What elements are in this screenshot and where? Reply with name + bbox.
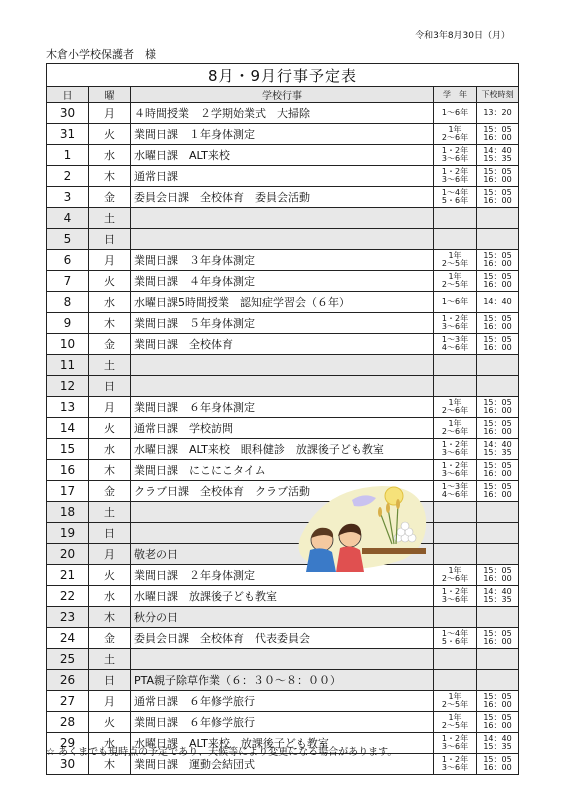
weekday-cell: 金 [89,628,131,649]
weekday-cell: 水 [89,733,131,754]
weekday-cell: 土 [89,502,131,523]
dismissal-time-cell [477,208,519,229]
grade-line: 1年 [448,419,462,428]
grade-cell [434,334,477,355]
table-row [47,313,519,334]
time-line: 16：00 [483,343,512,352]
day-cell: 14 [47,418,89,439]
weekday-cell: 火 [89,418,131,439]
time-line: 16：00 [483,322,512,331]
time-line: 15：05 [483,188,512,197]
grade-cell [434,229,477,250]
day-cell: 13 [47,397,89,418]
dismissal-time-cell [477,733,519,754]
time-line: 15：05 [483,692,512,701]
table-row [47,418,519,439]
dismissal-time-cell [477,313,519,334]
weekday-cell: 木 [89,754,131,775]
addressee: 木倉小学校保護者 様 [46,48,156,61]
event-cell [131,376,434,397]
day-cell: 31 [47,124,89,145]
dismissal-time-cell [477,292,519,313]
grade-line: 2～5年 [441,700,469,709]
dismissal-time-cell [477,460,519,481]
table-row [47,397,519,418]
day-cell: 30 [47,754,89,775]
time-line: 14：40 [483,297,512,306]
dismissal-time-cell [477,250,519,271]
event-cell: 委員会日課 全校体育 代表委員会 [131,628,434,649]
grade-line: 1年 [448,398,462,407]
table-row [47,145,519,166]
time-line: 15：05 [483,461,512,470]
event-cell: 秋分の日 [131,607,434,628]
dismissal-time-cell [477,166,519,187]
header-dow: 曜 [89,87,131,103]
event-cell: クラブ日課 全校体育 クラブ活動 [131,481,434,502]
event-cell: PTA親子除草作業（６：３０～８：００） [131,670,434,691]
event-cell: 通常日課 学校訪問 [131,418,434,439]
weekday-cell: 月 [89,103,131,124]
dismissal-time-cell [477,124,519,145]
weekday-cell: 水 [89,586,131,607]
dismissal-time-cell [477,502,519,523]
weekday-cell: 日 [89,523,131,544]
time-line: 15：05 [483,566,512,575]
day-cell: 30 [47,103,89,124]
day-cell: 4 [47,208,89,229]
day-cell: 20 [47,544,89,565]
table-row [47,670,519,691]
weekday-cell: 日 [89,229,131,250]
event-cell: 業間日課 ６年修学旅行 [131,712,434,733]
time-line: 15：35 [483,595,512,604]
grade-line: 3～6年 [441,469,469,478]
table-row [47,250,519,271]
day-cell: 24 [47,628,89,649]
footnote: ☆ あくまでも現時点の予定であり、天候等により変更になる場合があります。 [46,747,398,758]
time-line: 16：00 [483,406,512,415]
time-line: 16：00 [483,637,512,646]
event-cell: 業間日課 全校体育 [131,334,434,355]
event-cell: 業間日課 にこにこタイム [131,460,434,481]
dismissal-time-cell [477,145,519,166]
weekday-cell: 木 [89,460,131,481]
table-row [47,124,519,145]
day-cell: 26 [47,670,89,691]
grade-line: 1・2年 [441,734,469,743]
grade-cell [434,670,477,691]
event-cell: 委員会日課 全校体育 委員会活動 [131,187,434,208]
table-row [47,523,519,544]
grade-line: 1・2年 [441,755,469,764]
event-cell: 業間日課 １年身体測定 [131,124,434,145]
grade-line: 2～6年 [441,574,469,583]
grade-line: 2～6年 [441,406,469,415]
weekday-cell: 木 [89,607,131,628]
event-cell: 業間日課 ６年身体測定 [131,397,434,418]
grade-line: 1・2年 [441,461,469,470]
grade-cell [434,439,477,460]
time-line: 16：00 [483,700,512,709]
grade-cell [434,418,477,439]
time-line: 14：40 [483,440,512,449]
grade-line: 3～6年 [441,154,469,163]
time-line: 15：05 [483,755,512,764]
time-line: 16：00 [483,175,512,184]
event-cell [131,208,434,229]
time-line: 15：05 [483,629,512,638]
time-line: 15：35 [483,742,512,751]
table-row [47,208,519,229]
event-cell: 業間日課 運動会結団式 [131,754,434,775]
event-cell: 敬老の日 [131,544,434,565]
grade-cell [434,166,477,187]
weekday-cell: 日 [89,376,131,397]
table-row [47,649,519,670]
grade-cell [434,124,477,145]
weekday-cell: 木 [89,166,131,187]
grade-line: 1年 [448,713,462,722]
day-cell: 22 [47,586,89,607]
time-line: 16：00 [483,280,512,289]
dismissal-time-cell [477,334,519,355]
time-line: 15：05 [483,398,512,407]
time-line: 16：00 [483,427,512,436]
event-cell: 通常日課 [131,166,434,187]
grade-line: 1年 [448,251,462,260]
grade-cell [434,271,477,292]
grade-cell [434,691,477,712]
grade-cell [434,376,477,397]
table-row [47,355,519,376]
table-row [47,439,519,460]
weekday-cell: 土 [89,208,131,229]
time-line: 15：05 [483,335,512,344]
table-row [47,544,519,565]
grade-cell [434,355,477,376]
dismissal-time-cell [477,565,519,586]
time-line: 15：05 [483,314,512,323]
table-row [47,292,519,313]
grade-line: 1・2年 [441,440,469,449]
time-line: 16：00 [483,259,512,268]
dismissal-time-cell [477,187,519,208]
moon-viewing-illustration [292,478,428,578]
weekday-cell: 金 [89,334,131,355]
grade-cell [434,754,477,775]
event-cell: 通常日課 ６年修学旅行 [131,691,434,712]
grade-line: 3～6年 [441,448,469,457]
table-row [47,502,519,523]
grade-cell [434,481,477,502]
grade-line: 1・2年 [441,167,469,176]
time-line: 16：00 [483,490,512,499]
grade-line: 2～6年 [441,427,469,436]
day-cell: 2 [47,166,89,187]
grade-cell [434,313,477,334]
weekday-cell: 月 [89,397,131,418]
grade-line: 1年 [448,272,462,281]
time-line: 15：05 [483,167,512,176]
dismissal-time-cell [477,628,519,649]
dismissal-time-cell [477,481,519,502]
day-cell: 25 [47,649,89,670]
grade-line: 1～3年 [441,335,469,344]
dismissal-time-cell [477,544,519,565]
grade-line: 4～6年 [441,343,469,352]
grade-line: 3～6年 [441,595,469,604]
weekday-cell: 火 [89,124,131,145]
grade-cell [434,649,477,670]
dismissal-time-cell [477,229,519,250]
day-cell: 5 [47,229,89,250]
grade-cell [434,565,477,586]
weekday-cell: 火 [89,565,131,586]
dismissal-time-cell [477,376,519,397]
grade-cell [434,607,477,628]
grade-cell [434,187,477,208]
grade-cell [434,103,477,124]
weekday-cell: 水 [89,292,131,313]
table-row [47,334,519,355]
table-row [47,187,519,208]
event-cell: 水曜日課5時間授業 認知症学習会（６年） [131,292,434,313]
grade-cell [434,460,477,481]
day-cell: 17 [47,481,89,502]
weekday-cell: 土 [89,355,131,376]
dismissal-time-cell [477,397,519,418]
time-line: 15：05 [483,713,512,722]
time-line: 15：05 [483,251,512,260]
event-cell: 業間日課 ５年身体測定 [131,313,434,334]
grade-cell [434,523,477,544]
day-cell: 15 [47,439,89,460]
grade-cell [434,544,477,565]
grade-line: 2～5年 [441,721,469,730]
time-line: 13：20 [483,108,512,117]
time-line: 16：00 [483,763,512,772]
header-day: 日 [47,87,89,103]
grade-line: 3～6年 [441,322,469,331]
weekday-cell: 月 [89,691,131,712]
time-line: 15：05 [483,272,512,281]
day-cell: 19 [47,523,89,544]
weekday-cell: 火 [89,712,131,733]
day-cell: 21 [47,565,89,586]
time-line: 14：40 [483,587,512,596]
day-cell: 27 [47,691,89,712]
header-time: 下校時刻 [477,87,519,103]
grade-cell [434,712,477,733]
day-cell: 3 [47,187,89,208]
weekday-cell: 日 [89,670,131,691]
weekday-cell: 月 [89,250,131,271]
time-line: 15：35 [483,154,512,163]
day-cell: 8 [47,292,89,313]
grade-line: 1～6年 [441,297,469,306]
grade-cell [434,502,477,523]
weekday-cell: 水 [89,145,131,166]
time-line: 14：40 [483,146,512,155]
dismissal-time-cell [477,712,519,733]
table-row [47,712,519,733]
time-line: 16：00 [483,133,512,142]
table-row [47,229,519,250]
grade-line: 1年 [448,566,462,575]
grade-line: 2～5年 [441,259,469,268]
dismissal-time-cell [477,355,519,376]
grade-cell [434,250,477,271]
page-title: 8月・9月行事予定表 [47,64,519,87]
dismissal-time-cell [477,649,519,670]
table-row [47,166,519,187]
event-cell: 水曜日課 ALT来校 眼科健診 放課後子ども教室 [131,439,434,460]
time-line: 16：00 [483,574,512,583]
grade-cell [434,628,477,649]
schedule-table [46,63,519,775]
dismissal-time-cell [477,586,519,607]
dismissal-time-cell [477,439,519,460]
table-row [47,565,519,586]
grade-line: 1～4年 [441,188,469,197]
dismissal-time-cell [477,271,519,292]
grade-cell [434,586,477,607]
dismissal-time-cell [477,754,519,775]
table-row [47,103,519,124]
day-cell: 16 [47,460,89,481]
event-cell: 業間日課 ３年身体測定 [131,250,434,271]
header-event: 学校行事 [131,87,434,103]
day-cell: 1 [47,145,89,166]
day-cell: 11 [47,355,89,376]
grade-line: 3～6年 [441,175,469,184]
grade-line: 4～6年 [441,490,469,499]
event-cell: 業間日課 ４年身体測定 [131,271,434,292]
time-line: 16：00 [483,196,512,205]
event-cell [131,649,434,670]
day-cell: 18 [47,502,89,523]
day-cell: 9 [47,313,89,334]
grade-cell [434,292,477,313]
dismissal-time-cell [477,607,519,628]
grade-line: 1・2年 [441,146,469,155]
time-line: 15：05 [483,482,512,491]
dismissal-time-cell [477,103,519,124]
day-cell: 7 [47,271,89,292]
grade-line: 1～6年 [441,108,469,117]
time-line: 16：00 [483,721,512,730]
event-cell: 水曜日課 ALT来校 [131,145,434,166]
day-cell: 12 [47,376,89,397]
event-cell: 業間日課 ２年身体測定 [131,565,434,586]
table-row [47,271,519,292]
grade-line: 3～6年 [441,763,469,772]
table-row [47,376,519,397]
day-cell: 29 [47,733,89,754]
grade-line: 1・2年 [441,587,469,596]
header-grade: 学 年 [434,87,477,103]
grade-line: 1年 [448,125,462,134]
grade-cell [434,733,477,754]
grade-line: 5・6年 [441,637,469,646]
weekday-cell: 木 [89,313,131,334]
event-cell: ４時間授業 ２学期始業式 大掃除 [131,103,434,124]
weekday-cell: 月 [89,544,131,565]
event-cell [131,355,434,376]
grade-cell [434,208,477,229]
time-line: 14：40 [483,734,512,743]
table-row [47,586,519,607]
time-line: 16：00 [483,469,512,478]
grade-line: 3～6年 [441,742,469,751]
time-line: 15：05 [483,419,512,428]
weekday-cell: 火 [89,271,131,292]
grade-cell [434,145,477,166]
event-cell: 水曜日課 ALT来校 放課後子ども教室 [131,733,434,754]
event-cell: 水曜日課 放課後子ども教室 [131,586,434,607]
day-cell: 28 [47,712,89,733]
table-row [47,628,519,649]
grade-line: 1・2年 [441,314,469,323]
grade-line: 1～3年 [441,482,469,491]
dismissal-time-cell [477,523,519,544]
table-row [47,607,519,628]
day-cell: 23 [47,607,89,628]
dismissal-time-cell [477,418,519,439]
grade-line: 5・6年 [441,196,469,205]
time-line: 15：05 [483,125,512,134]
grade-line: 1年 [448,692,462,701]
weekday-cell: 土 [89,649,131,670]
time-line: 15：35 [483,448,512,457]
table-row [47,460,519,481]
table-row [47,691,519,712]
grade-line: 2～5年 [441,280,469,289]
weekday-cell: 金 [89,481,131,502]
grade-cell [434,397,477,418]
grade-line: 2～6年 [441,133,469,142]
dismissal-time-cell [477,670,519,691]
day-cell: 10 [47,334,89,355]
dismissal-time-cell [477,691,519,712]
weekday-cell: 金 [89,187,131,208]
event-cell [131,229,434,250]
grade-line: 1～4年 [441,629,469,638]
weekday-cell: 水 [89,439,131,460]
document-date: 令和3年8月30日（月） [415,31,510,41]
day-cell: 6 [47,250,89,271]
table-row [47,481,519,502]
